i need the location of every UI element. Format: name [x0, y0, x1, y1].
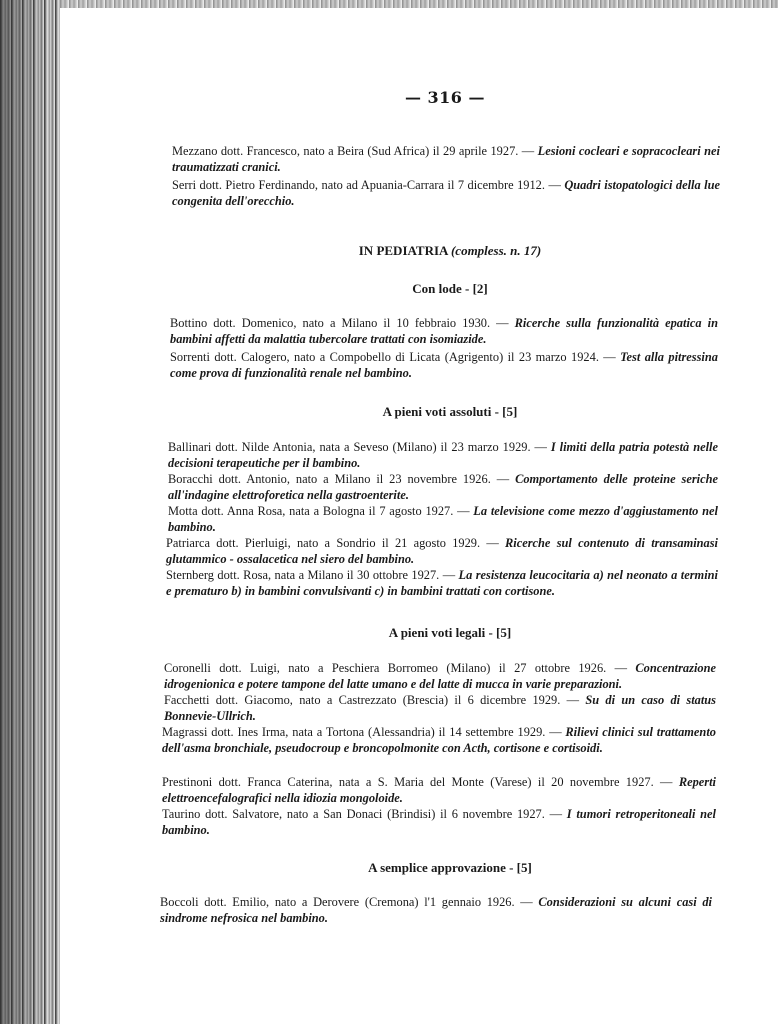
list-item — [170, 316, 718, 347]
entry-details: nato a Compobello di Licata (Agrigento) il 23 marzo 1924. — — [294, 350, 616, 364]
list-item — [162, 807, 716, 838]
list-item — [170, 350, 718, 381]
group-heading: A pieni voti legali - [5] — [388, 625, 512, 640]
entry-name: Boccoli dott. Emilio, — [160, 895, 270, 909]
group-heading: A pieni voti assoluti - [5] — [382, 404, 518, 419]
entry-details: nato a Milano il 23 novembre 1926. — — [295, 472, 510, 486]
entry-title: Comportamento delle proteine seriche all'indagine elettroforetica nella gastroenterite. — [168, 472, 718, 502]
section-count: (compless. n. 17) — [450, 243, 542, 258]
entry-details: nato a San Donaci (Brindisi) il 6 novembre 1927. — — [286, 807, 563, 821]
list-item — [168, 504, 718, 535]
entry-details: nata a Seveso (Milano) il 23 marzo 1929. — — [319, 440, 547, 454]
entry-title: Reperti elettroencefalografici nella idiozia mongoloide. — [162, 775, 716, 805]
entry-name: Patriarca dott. Pierluigi, — [166, 536, 291, 550]
entry-title: Ricerche sul contenuto di transaminasi glutammico - ossalacetica nel siero del bambino. — [166, 536, 719, 566]
entry-title: I tumori retroperitoneali nel bambino. — [162, 807, 716, 837]
entry-title: Rilievi clinici sul trattamento dell'asma bronchiale, pseudocroup e broncopolmonite con Acth, cortisone e cortisoidi. — [162, 725, 716, 755]
entry-name: Facchetti dott. Giacomo, — [164, 693, 293, 707]
entry-name: Mezzano dott. Francesco, — [172, 144, 300, 158]
entry-name: Ballinari dott. Nilde Antonia, — [168, 440, 316, 454]
entry-name: Coronelli dott. Luigi, — [164, 661, 280, 675]
entry-details: nata a Tortona (Alessandria) il 14 settembre 1929. — — [292, 725, 562, 739]
entry-title: Su di un caso di status Bonnevie-Ullrich. — [164, 693, 716, 723]
entry-title: La televisione come mezzo d'aggiustamento nel bambino. — [168, 504, 718, 534]
entry-name: Magrassi dott. Ines Irma, — [162, 725, 289, 739]
entry-title: Test alla pitressina come prova di funzionalità renale nel bambino. — [170, 350, 718, 380]
entry-details: nato a Sondrio il 21 agosto 1929. — — [296, 536, 499, 550]
list-item — [162, 725, 716, 756]
entry-title: Lesioni cocleari e sopracocleari nei traumatizzati cranici. — [172, 144, 720, 174]
list-item — [172, 144, 720, 175]
list-item — [164, 661, 716, 692]
entry-name: Sorrenti dott. Calogero, — [170, 350, 290, 364]
entry-title: I limiti della patria potestà nelle decisioni terapeutiche per il bambino. — [168, 440, 718, 470]
entry-details: nato a Castrezzato (Brescia) il 6 dicembre 1929. — — [299, 693, 580, 707]
list-item — [164, 693, 716, 724]
entry-details: nato a Milano il 10 febbraio 1930. — — [302, 316, 509, 330]
list-item — [168, 472, 718, 503]
group-heading: A semplice approvazione - [5] — [368, 860, 532, 875]
list-item — [166, 536, 718, 567]
entry-title: Concentrazione idrogenionica e potere tampone del latte umano e del latte di mucca in varie preparazioni. — [164, 661, 716, 691]
entry-title: Considerazioni su alcuni casi di sindrome nefrosica nel bambino. — [160, 895, 712, 925]
list-item — [162, 775, 716, 806]
entry-details: nato ad Apuania-Carrara il 7 dicembre 1912. — — [321, 178, 561, 192]
page-number: — 316 — — [404, 88, 486, 107]
list-item — [160, 895, 712, 926]
section-heading — [0, 243, 778, 259]
list-item — [168, 440, 718, 471]
entry-name: Boracchi dott. Antonio, — [168, 472, 290, 486]
entry-name: Motta dott. Anna Rosa, — [168, 504, 286, 518]
entry-details: nata a Bologna il 7 agosto 1927. — — [289, 504, 470, 518]
entry-name: Bottino dott. Domenico, — [170, 316, 297, 330]
entry-details: nato a Derovere (Cremona) l'1 gennaio 1926. — — [274, 895, 533, 909]
entry-details: nato a Beira (Sud Africa) il 29 aprile 1927. — — [303, 144, 535, 158]
entry-title: La resistenza leucocitaria a) nel neonato a termini e prematuro b) in bambini convulsivanti c) in bambini trattati con cortisone. — [166, 568, 718, 598]
entry-details: nata a Milano il 30 ottobre 1927. — — [274, 568, 456, 582]
section-title: IN PEDIATRIA — [358, 243, 448, 258]
entry-name: Sternberg dott. Rosa, — [166, 568, 272, 582]
group-heading: Con lode - [2] — [412, 281, 488, 296]
entry-details: nata a S. Maria del Monte (Varese) il 20 novembre 1927. — — [338, 775, 673, 789]
entry-name: Taurino dott. Salvatore, — [162, 807, 283, 821]
entry-name: Serri dott. Pietro Ferdinando, — [172, 178, 319, 192]
entry-title: Ricerche sulla funzionalità epatica in bambini affetti da malattia tubercolare trattati con isomiazide. — [170, 316, 718, 346]
list-item — [166, 568, 718, 599]
entry-title: Quadri istopatologici della lue congenita dell'orecchio. — [172, 178, 720, 208]
list-item — [172, 178, 720, 209]
entry-name: Prestinoni dott. Franca Caterina, — [162, 775, 333, 789]
entry-details: nato a Peschiera Borromeo (Milano) il 27 ottobre 1926. — — [288, 661, 628, 675]
